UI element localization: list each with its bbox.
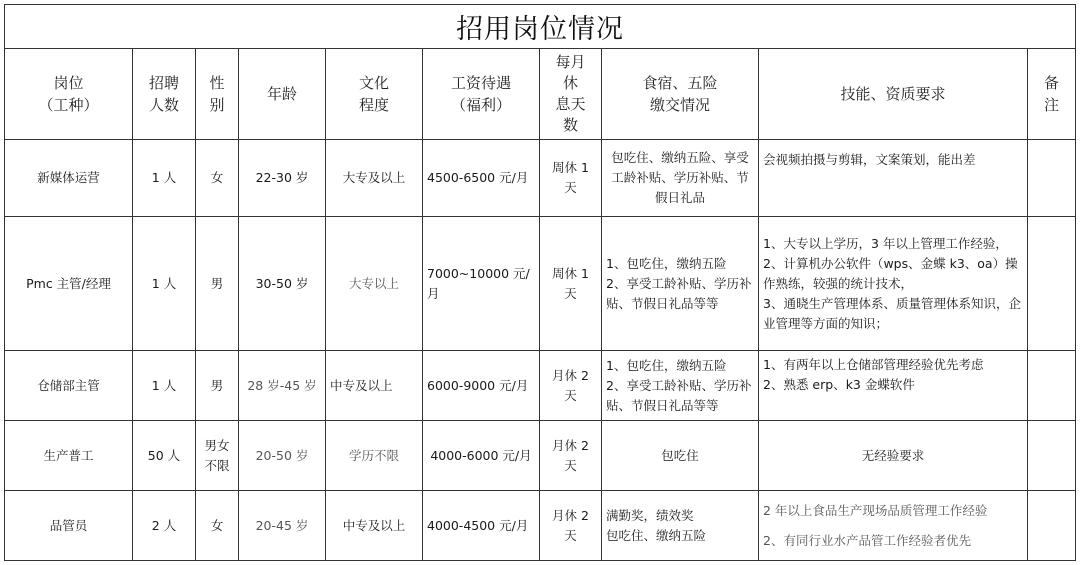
table-row xyxy=(5,140,1076,217)
header-rest-days: 每月 休 息天 数 xyxy=(540,49,602,140)
cell-salary: 4500-6500 元/月 xyxy=(423,140,540,217)
cell-notes xyxy=(1028,421,1076,491)
cell-benefits: 满勤奖，绩效奖 包吃住、缴纳五险 xyxy=(602,491,759,561)
header-notes: 备 注 xyxy=(1028,49,1076,140)
header-age: 年龄 xyxy=(239,49,326,140)
cell-gender: 男 xyxy=(196,351,239,421)
cell-rest: 月休 2 天 xyxy=(540,421,602,491)
cell-age: 30-50 岁 xyxy=(239,217,326,351)
table-title: 招用岗位情况 xyxy=(5,5,1076,49)
cell-benefits: 包吃住 xyxy=(602,421,759,491)
cell-notes xyxy=(1028,140,1076,217)
cell-age: 22-30 岁 xyxy=(239,140,326,217)
header-gender: 性 别 xyxy=(196,49,239,140)
cell-age: 20-50 岁 xyxy=(239,421,326,491)
header-salary: 工资待遇 （福利） xyxy=(423,49,540,140)
cell-position: 生产普工 xyxy=(5,421,133,491)
cell-count: 1 人 xyxy=(133,140,196,217)
cell-benefits: 包吃住、缴纳五险、享受 工龄补贴、学历补贴、节 假日礼品 xyxy=(602,140,759,217)
cell-rest: 月休 2 天 xyxy=(540,491,602,561)
table-row xyxy=(5,351,1076,421)
header-count: 招聘 人数 xyxy=(133,49,196,140)
cell-count: 50 人 xyxy=(133,421,196,491)
header-education: 文化 程度 xyxy=(326,49,423,140)
table-row xyxy=(5,491,1076,561)
cell-gender: 男女 不限 xyxy=(196,421,239,491)
cell-rest: 周休 1 天 xyxy=(540,140,602,217)
header-position: 岗位 （工种） xyxy=(5,49,133,140)
recruitment-table xyxy=(4,4,1076,561)
cell-skills: 1、大专以上学历，3 年以上管理工作经验， 2、计算机办公软件（wps、金蝶 k3、oa）操 作熟练，较强的统计技术， 3、通晓生产管理体系、质量管理体系知识，企 业管理等方面的知识； xyxy=(759,217,1028,351)
cell-salary: 4000-4500 元/月 xyxy=(423,491,540,561)
cell-education: 大专及以上 xyxy=(326,140,423,217)
cell-salary: 7000~10000 元/月 xyxy=(423,217,540,351)
cell-count: 1 人 xyxy=(133,351,196,421)
cell-gender: 女 xyxy=(196,491,239,561)
cell-skills: 无经验要求 xyxy=(759,421,1028,491)
header-benefits: 食宿、五险 缴交情况 xyxy=(602,49,759,140)
cell-education: 中专及以上 xyxy=(326,491,423,561)
cell-education: 中专及以上 xyxy=(326,351,423,421)
cell-benefits: 1、包吃住，缴纳五险 2、享受工龄补贴、学历补 贴、节假日礼品等等 xyxy=(602,351,759,421)
cell-education: 大专以上 xyxy=(326,217,423,351)
cell-gender: 男 xyxy=(196,217,239,351)
header-skills: 技能、资质要求 xyxy=(759,49,1028,140)
cell-skills: 会视频拍摄与剪辑，文案策划，能出差 xyxy=(759,140,1028,217)
cell-education: 学历不限 xyxy=(326,421,423,491)
cell-age: 28 岁-45 岁 xyxy=(239,351,326,421)
cell-position: Pmc 主管/经理 xyxy=(5,217,133,351)
cell-skills: 2 年以上食品生产现场品质管理工作经验 2、有同行业水产品管工作经验者优先 xyxy=(759,491,1028,561)
cell-salary: 6000-9000 元/月 xyxy=(423,351,540,421)
cell-notes xyxy=(1028,217,1076,351)
cell-skills: 1、有两年以上仓储部管理经验优先考虑 2、熟悉 erp、k3 金蝶软件 xyxy=(759,351,1028,421)
cell-count: 2 人 xyxy=(133,491,196,561)
cell-position: 新媒体运营 xyxy=(5,140,133,217)
table-row xyxy=(5,421,1076,491)
cell-position: 仓储部主管 xyxy=(5,351,133,421)
header-row xyxy=(5,49,1076,140)
cell-age: 20-45 岁 xyxy=(239,491,326,561)
cell-notes xyxy=(1028,491,1076,561)
recruitment-table-sheet xyxy=(4,4,1075,561)
cell-position: 品管员 xyxy=(5,491,133,561)
cell-benefits: 1、包吃住，缴纳五险 2、享受工龄补贴、学历补 贴、节假日礼品等等 xyxy=(602,217,759,351)
cell-gender: 女 xyxy=(196,140,239,217)
cell-notes xyxy=(1028,351,1076,421)
table-row xyxy=(5,217,1076,351)
cell-salary: 4000-6000 元/月 xyxy=(423,421,540,491)
cell-rest: 月休 2 天 xyxy=(540,351,602,421)
cell-count: 1 人 xyxy=(133,217,196,351)
cell-rest: 周休 1 天 xyxy=(540,217,602,351)
